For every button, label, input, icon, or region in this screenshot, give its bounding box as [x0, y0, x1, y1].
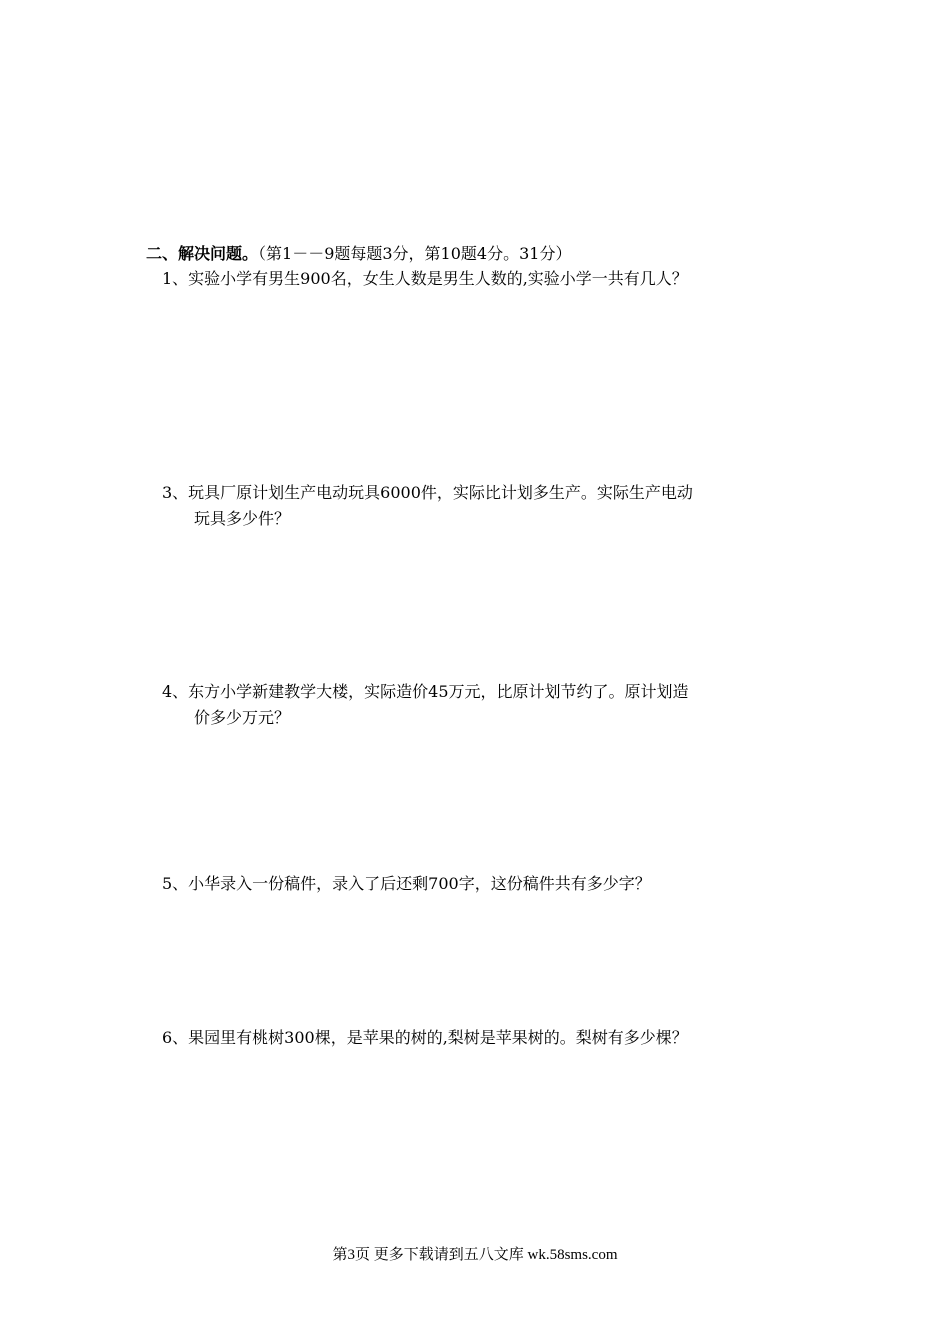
section-heading	[146, 243, 571, 265]
question-1	[162, 266, 822, 292]
question-4	[162, 679, 822, 731]
question-text: 5、小华录入一份稿件，录入了后还剩700字，这份稿件共有多少字？	[162, 874, 651, 893]
question-5	[162, 871, 822, 897]
question-6	[162, 1025, 822, 1051]
question-text: 4、东方小学新建教学大楼，实际造价45万元，比原计划节约了。原计划造	[162, 682, 689, 701]
question-3	[162, 480, 822, 532]
section-title: 二、解决问题。	[146, 244, 259, 263]
question-text: 1、实验小学有男生900名，女生人数是男生人数的,实验小学一共有几人？	[162, 269, 688, 288]
question-text: 6、果园里有桃树300棵，是苹果的树的,梨树是苹果树的。梨树有多少棵？	[162, 1028, 688, 1047]
page-footer: 第3页 更多下载请到五八文库 wk.58sms.com	[332, 1247, 618, 1263]
question-text: 3、玩具厂原计划生产电动玩具6000件，实际比计划多生产。实际生产电动	[162, 483, 693, 502]
question-text-continued: 价多少万元？	[194, 708, 291, 727]
question-text-continued: 玩具多少件？	[194, 509, 291, 528]
section-scoring-note: （第1－－9题每题3分，第10题4分。31分）	[258, 244, 572, 263]
